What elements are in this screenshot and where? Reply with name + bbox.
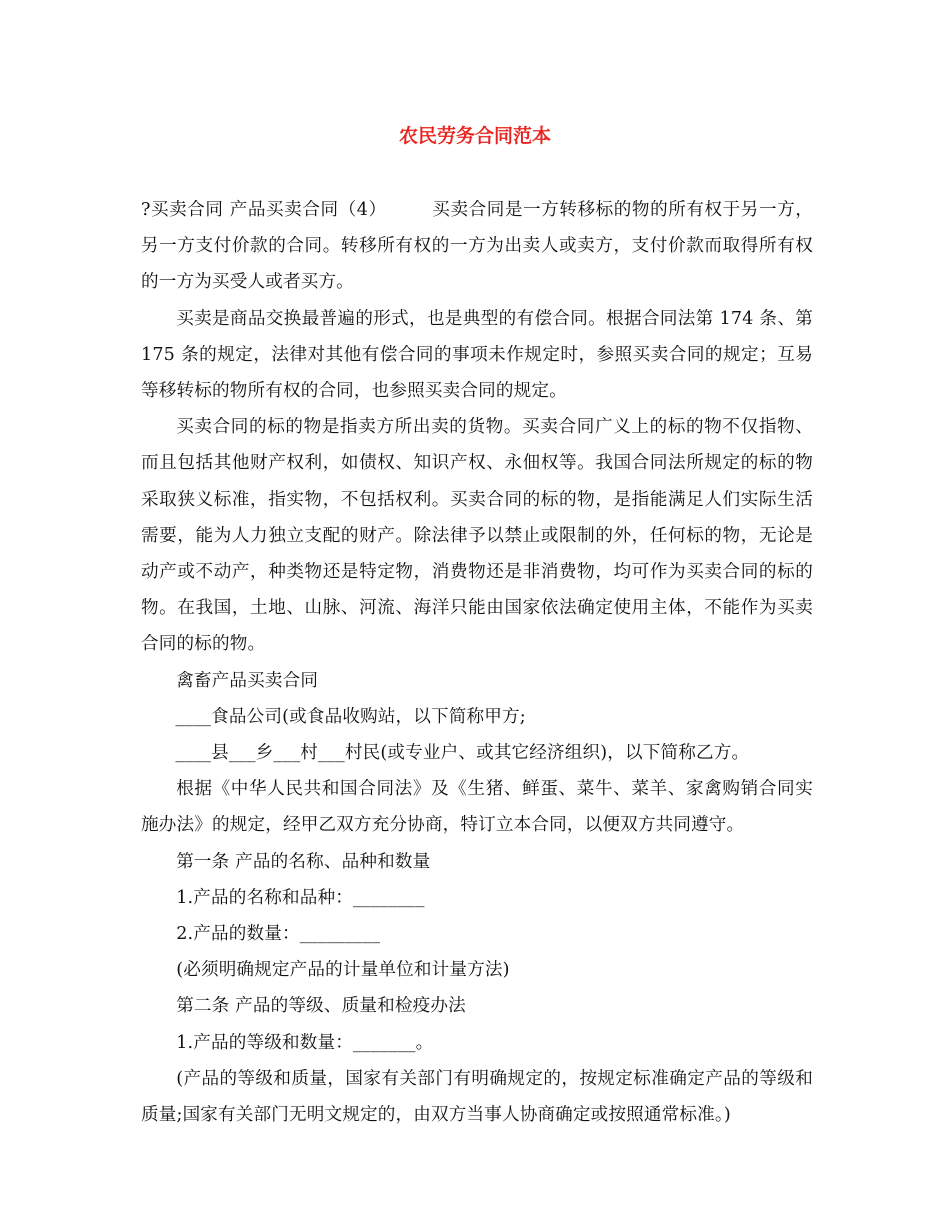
paragraph-intro: ?买卖合同 产品买卖合同（4） 买卖合同是一方转移标的物的所有权于另一方，另一方支付价款的合同。转移所有权的一方为出卖人或卖方，支付价款而取得所有权的一方为买受人或者买方。: [141, 200, 813, 293]
article-1-item-1: 1.产品的名称和品种：________: [176, 887, 425, 908]
article-1-heading: 第一条 产品的名称、品种和数量: [176, 851, 431, 872]
article-2-item-1: 1.产品的等级和数量：_______。: [176, 1032, 434, 1053]
document-body: [141, 192, 819, 1133]
document-title: 农民劳务合同范本: [398, 125, 551, 147]
contract-heading: 禽畜产品买卖合同: [176, 670, 319, 691]
article-2-note: (产品的等级和质量，国家有关部门有明确规定的，按规定标准确定产品的等级和质量;国家有关部门无明文规定的，由双方当事人协商确定或按照通常标准。): [141, 1068, 813, 1126]
party-a-line: ____食品公司(或食品收购站，以下简称甲方;: [175, 706, 526, 727]
party-b-line: ____县___乡___村___村民(或专业户、或其它经济组织)，以下简称乙方。: [175, 743, 750, 764]
article-1-note: (必须明确规定产品的计量单位和计量方法): [176, 960, 510, 981]
paragraph-legal-basis: 根据《中华人民共和国合同法》及《生猪、鲜蛋、菜牛、菜羊、家禽购销合同实施办法》的规定，经甲乙双方充分协商，特订立本合同，以便双方共同遵守。: [141, 779, 813, 836]
paragraph-subject-matter: 买卖合同的标的物是指卖方所出卖的货物。买卖合同广义上的标的物不仅指物、而且包括其他财产权利，如债权、知识产权、永佃权等。我国合同法所规定的标的物采取狭义标准，指实物，不包括权利。买卖合同的标的物，是指能满足人们实际生活需要，能为人力独立支配的财产。除法律予以禁止或限制的外，任何标的物，无论是动产或不动产，种类物还是特定物，消费物还是非消费物，均可作为买卖合同的标的物。在我国，土地、山脉、河流、海洋只能由国家依法确定使用主体，不能作为买卖合同的标的物。: [141, 417, 813, 655]
article-1-item-2: 2.产品的数量：_________: [176, 924, 381, 945]
article-2-heading: 第二条 产品的等级、质量和检疫办法: [176, 996, 466, 1017]
paragraph-trade-form: 买卖是商品交换最普遍的形式，也是典型的有偿合同。根据合同法第 174 条、第 175 条的规定，法律对其他有偿合同的事项未作规定时，参照买卖合同的规定；互易等移转标的物所有权的合同，也参照买卖合同的规定。: [141, 308, 819, 402]
